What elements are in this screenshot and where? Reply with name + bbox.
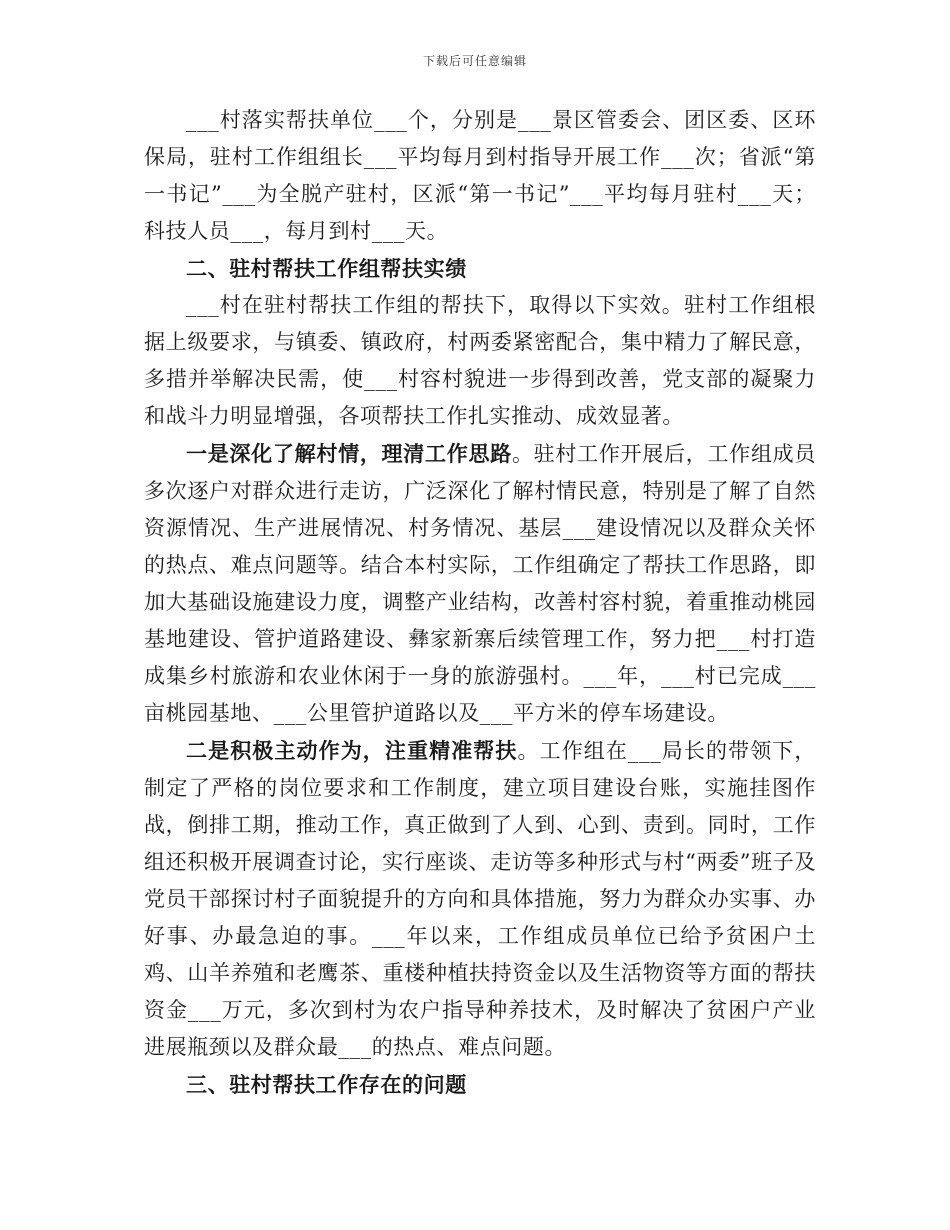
section-heading-problems: 三、驻村帮扶工作存在的问题 <box>186 1072 467 1097</box>
paragraph-lead-bold: 二是积极主动作为，注重精准帮扶 <box>186 738 518 763</box>
page-header: 下载后可任意编辑 <box>422 54 527 68</box>
paragraph-body-text: 。驻村工作开展后，工作组成员多次逐户对群众进行走访，广泛深化了解村情民意，特别是了解了自然资源情况、生产进展情况、村务情况、基层___建设情况以及群众关怀的热点、难点问题等。结合本村实际，工作组确定了帮扶工作思路，即加大基础设施建设力度，调整产业结构，改善村容村貌，着重推动桃园基地建设、管护道路建设、彝家新寨后续管理工作，努力把___村打造成集乡村旅游和农业休闲于一身的旅游强村。___年，___村已完成___亩桃园基地、___公里管护道路以及___平方米的停车场建设。 <box>144 442 817 725</box>
section-heading-achievements: 二、驻村帮扶工作组帮扶实绩 <box>186 256 467 281</box>
paragraph-achievements-intro: ___村在驻村帮扶工作组的帮扶下，取得以下实效。驻村工作组根据上级要求，与镇委、镇政府，村两委紧密配合，集中精力了解民意，多措并举解决民需，使___村容村貌进一步得到改善，党支部的凝聚力和战斗力明显增强，各项帮扶工作扎实推动、成效显著。 <box>144 293 816 428</box>
paragraph-lead-bold: 一是深化了解村情，理清工作思路 <box>186 441 512 466</box>
paragraph-precise-assistance <box>144 732 816 1066</box>
paragraph-body-text: 。工作组在___局长的带领下，制定了严格的岗位要求和工作制度，建立项目建设台账，实施挂图作战，倒排工期，推动工作，真正做到了人到、心到、责到。同时，工作组还积极开展调查讨论，实行座谈、走访等多种形式与村“两委”班子及党员干部探讨村子面貌提升的方向和具体措施，努力为群众办实事、办好事、办最急迫的事。___年以来，工作组成员单位已给予贫困户土鸡、山羊养殖和老鹰茶、重楼种植扶持资金以及生活物资等方面的帮扶资金___万元，多次到村为农户指导种养技术，及时解决了贫困户产业进展瓶颈以及群众最___的热点、难点问题。 <box>144 739 816 1059</box>
paragraph-assistance-units: ___村落实帮扶单位___个，分别是___景区管委会、团区委、区环保局，驻村工作组组长___平均每月到村指导开展工作___次；省派“第一书记”___为全脱产驻村，区派“第一书记”___平均每月驻村___天；科技人员___，每月到村___天。 <box>144 108 816 243</box>
paragraph-deepen-understanding <box>144 435 816 732</box>
document-body <box>144 102 816 1103</box>
